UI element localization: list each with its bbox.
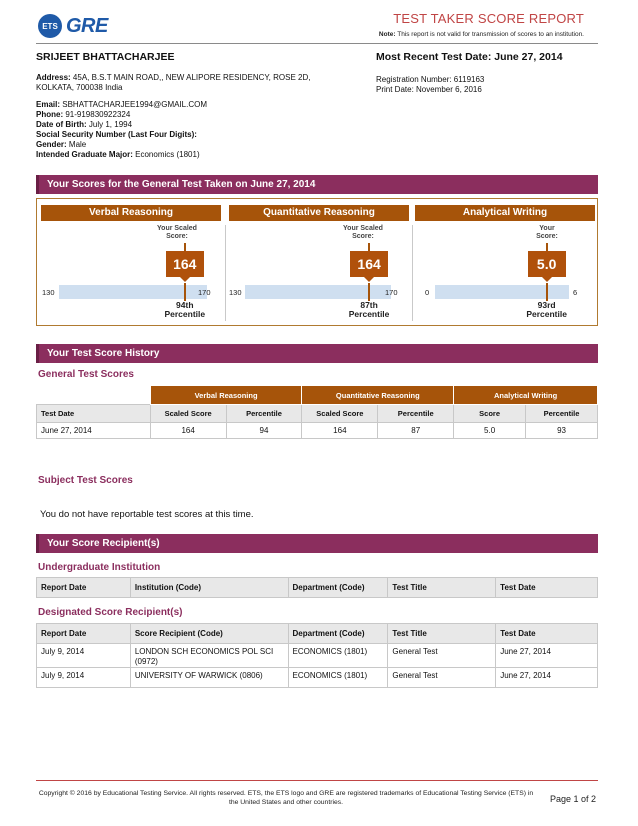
quant-score-label-line2: Score:: [352, 233, 374, 240]
designated-col: Report Date: [37, 624, 131, 644]
email-line: [36, 100, 207, 110]
designated-header-row: [37, 624, 598, 644]
undergrad-table: [36, 577, 598, 598]
verbal-percentile: [155, 301, 215, 319]
designated-col: Department (Code): [288, 624, 388, 644]
recipient-cell: June 27, 2014: [496, 644, 598, 668]
dob-label: Date of Birth:: [36, 120, 87, 129]
quant-column: [229, 205, 409, 221]
designated-col: Test Date: [496, 624, 598, 644]
subject-test-heading: Subject Test Scores: [38, 475, 133, 486]
writing-score-label: [517, 225, 577, 241]
history-cell: 94: [226, 423, 302, 439]
page-number: Page 1 of 2: [549, 794, 596, 804]
writing-stem: [546, 243, 548, 251]
writing-percentile-word: Percentile: [526, 309, 567, 319]
verbal-score-label: [147, 225, 207, 241]
ets-logo-badge: ETS: [38, 14, 62, 38]
score-panel: [36, 198, 598, 326]
undergrad-col: Department (Code): [288, 578, 388, 598]
recipient-cell: General Test: [388, 668, 496, 688]
major-line: [36, 150, 207, 160]
gre-logo: [38, 14, 108, 38]
verbal-scale-min: 130: [42, 288, 55, 297]
print-date: Print Date: November 6, 2016: [376, 85, 482, 94]
recipient-cell: ECONOMICS (1801): [288, 644, 388, 668]
address-value: 45A, B.S.T MAIN ROAD,, NEW ALIPORE RESIDENCY, ROSE 2D, KOLKATA, 700038 India: [36, 73, 311, 92]
ssn-line: [36, 130, 207, 140]
history-col-writing-score: Score: [454, 405, 526, 423]
quant-percentile-word: Percentile: [348, 309, 390, 319]
recipient-cell: July 9, 2014: [37, 668, 131, 688]
history-group-quant: Quantitative Reasoning: [302, 386, 454, 405]
subject-test-message: You do not have reportable test scores at this time.: [40, 509, 254, 520]
verbal-column: [41, 205, 221, 221]
candidate-address: [36, 73, 346, 93]
verbal-scale-max: 170: [198, 288, 211, 297]
history-col-quant-scaled: Scaled Score: [302, 405, 378, 423]
designated-col: Score Recipient (Code): [130, 624, 288, 644]
history-cell: 164: [302, 423, 378, 439]
major-value: Economics (1801): [135, 150, 200, 159]
history-section-header: Your Test Score History: [36, 344, 598, 363]
copyright-notice: Copyright © 2016 by Educational Testing Service. All rights reserved. ETS, the ETS logo and GRE are registered trademarks of Educational Testing Service (ETS) in the United States and other countries.: [38, 790, 534, 806]
general-test-heading: General Test Scores: [38, 369, 134, 380]
history-cell: 93: [526, 423, 598, 439]
gender-label: Gender:: [36, 140, 67, 149]
candidate-name: SRIJEET BHATTACHARJEE: [36, 51, 175, 63]
major-label: Intended Graduate Major:: [36, 150, 133, 159]
history-group-writing: Analytical Writing: [454, 386, 598, 405]
history-col-writing-pct: Percentile: [526, 405, 598, 423]
registration-info: [376, 75, 484, 95]
personal-details: [36, 100, 207, 160]
recipients-section-header: Your Score Recipient(s): [36, 534, 598, 553]
gre-logo-text: GRE: [66, 14, 108, 37]
quant-column-head: Quantitative Reasoning: [229, 205, 409, 221]
history-cell: June 27, 2014: [37, 423, 151, 439]
quant-score-label-line1: Your Scaled: [343, 225, 383, 232]
history-col-verbal-pct: Percentile: [226, 405, 302, 423]
verbal-percentile-word: Percentile: [164, 309, 206, 319]
writing-percentile-value: 93rd: [537, 300, 556, 310]
verbal-score-marker: [184, 283, 186, 301]
writing-scale-min: 0: [425, 288, 430, 297]
writing-column-head: Analytical Writing: [415, 205, 595, 221]
history-cell: 5.0: [454, 423, 526, 439]
history-cell: 87: [378, 423, 454, 439]
writing-score-marker: [546, 283, 548, 301]
history-col-verbal-scaled: Scaled Score: [150, 405, 226, 423]
writing-percentile: [517, 301, 577, 319]
writing-scale-max: 6: [573, 288, 578, 297]
footer-divider: [36, 780, 598, 781]
dob-value: July 1, 1994: [88, 120, 133, 129]
writing-column: [415, 205, 595, 221]
quant-scale-min: 130: [229, 288, 242, 297]
writing-score-label-line1: Your: [539, 225, 555, 232]
phone-label: Phone:: [36, 110, 64, 119]
history-col-test-date: Test Date: [37, 405, 151, 423]
table-row: [37, 423, 598, 439]
score-history-table: [36, 385, 598, 439]
history-group-verbal: Verbal Reasoning: [150, 386, 302, 405]
report-title: TEST TAKER SCORE REPORT: [393, 11, 584, 26]
undergrad-col: Institution (Code): [130, 578, 288, 598]
recipient-cell: LONDON SCH ECONOMICS POL SCI (0972): [130, 644, 288, 668]
phone-value: 91-919830922324: [65, 110, 131, 119]
phone-line: [36, 110, 207, 120]
verbal-percentile-value: 94th: [176, 300, 194, 310]
verbal-score-label-line1: Your Scaled: [157, 225, 197, 232]
gender-value: Male: [68, 140, 87, 149]
writing-scale-bar: [435, 285, 569, 299]
history-cell: 164: [150, 423, 226, 439]
undergrad-col: Report Date: [37, 578, 131, 598]
recipient-cell: UNIVERSITY OF WARWICK (0806): [130, 668, 288, 688]
verbal-stem: [184, 243, 186, 251]
report-note-label: Note:: [378, 31, 396, 38]
history-group-row: [37, 386, 598, 405]
verbal-score-badge: 164: [166, 251, 204, 277]
verbal-badge-pointer: [180, 277, 190, 282]
writing-score-badge: 5.0: [528, 251, 566, 277]
quant-scale-max: 170: [385, 288, 398, 297]
dob-line: [36, 120, 207, 130]
email-label: Email:: [36, 100, 61, 109]
writing-badge-pointer: [542, 277, 552, 282]
undergrad-col: Test Title: [388, 578, 496, 598]
designated-heading: Designated Score Recipient(s): [38, 607, 183, 618]
gender-line: [36, 140, 207, 150]
report-note: [379, 31, 584, 38]
ssn-label: Social Security Number (Last Four Digits):: [36, 130, 197, 139]
quant-stem: [368, 243, 370, 251]
designated-col: Test Title: [388, 624, 496, 644]
header-divider: [36, 43, 598, 44]
quant-percentile-value: 87th: [360, 300, 378, 310]
recipient-cell: ECONOMICS (1801): [288, 668, 388, 688]
table-row: [37, 644, 598, 668]
column-divider: [412, 225, 413, 321]
verbal-column-head: Verbal Reasoning: [41, 205, 221, 221]
history-header-row: [37, 405, 598, 423]
scores-section-header: Your Scores for the General Test Taken on June 27, 2014: [36, 175, 598, 194]
undergrad-heading: Undergraduate Institution: [38, 562, 161, 573]
email-value: SBHATTACHARJEE1994@GMAIL.COM: [62, 100, 207, 109]
recipient-cell: July 9, 2014: [37, 644, 131, 668]
quant-score-marker: [368, 283, 370, 301]
column-divider: [225, 225, 226, 321]
address-label: Address:: [36, 73, 71, 82]
quant-score-badge: 164: [350, 251, 388, 277]
history-group-blank: [37, 386, 151, 405]
recipient-cell: General Test: [388, 644, 496, 668]
recipient-cell: June 27, 2014: [496, 668, 598, 688]
registration-number: Registration Number: 6119163: [376, 75, 485, 84]
history-col-quant-pct: Percentile: [378, 405, 454, 423]
writing-score-label-line2: Score:: [536, 233, 558, 240]
verbal-score-label-line2: Score:: [166, 233, 188, 240]
most-recent-test-date: Most Recent Test Date: June 27, 2014: [376, 51, 563, 63]
undergrad-col: Test Date: [496, 578, 598, 598]
table-row: [37, 668, 598, 688]
undergrad-header-row: [37, 578, 598, 598]
quant-percentile: [339, 301, 399, 319]
quant-score-label: [333, 225, 393, 241]
quant-badge-pointer: [364, 277, 374, 282]
designated-table: [36, 623, 598, 688]
report-note-text: This report is not valid for transmission of scores to an institution.: [397, 31, 584, 38]
